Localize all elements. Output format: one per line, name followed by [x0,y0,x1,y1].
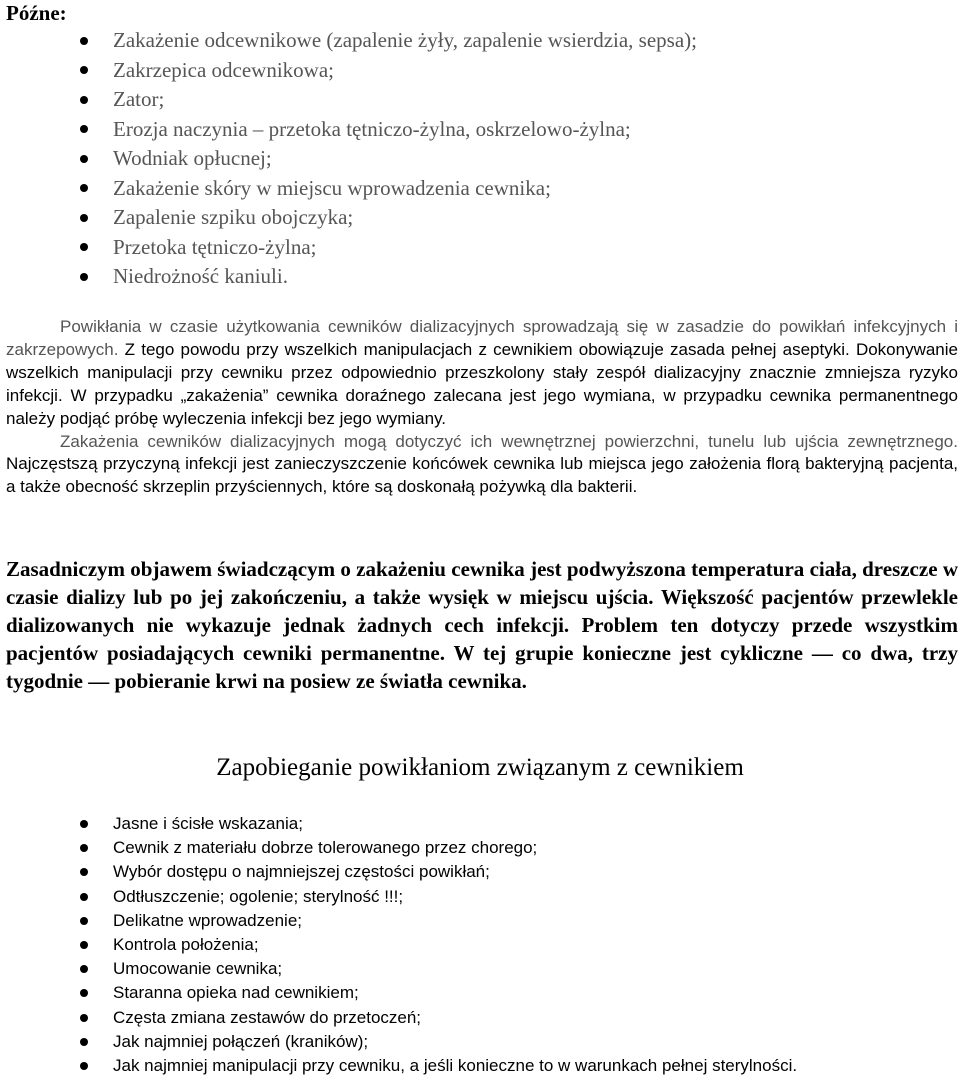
bullet-icon [80,184,88,192]
body-text [6,316,958,499]
paragraph-symptoms: Zasadniczym objawem świadczącym o zakażeniu cewnika jest podwyższona temperatura ciała, dreszcze w czasie dializy lub po jej zakończeniu, a także wysięk w miejscu ujścia. Większość pacjentów przewlekle dializowanych nie wykazuje jednak żadnych cech infekcji. Problem ten dotyczy przede wszystkim pacjentów posiadających cewniki permanentne. W tej grupie konieczne jest cykliczne — co dwa, trzy tygodnie — pobieranie krwi na posiew ze światła cewnika. [6,557,958,693]
late-complications-list [0,26,697,292]
bullet-icon [80,66,88,74]
late-complications-heading: Późne: [6,1,67,25]
section-title: Zapobieganie powikłaniom związanym z cewnikiem [216,754,744,781]
list-item: Kontrola położenia; [0,933,797,957]
bullet-icon [80,243,88,251]
list-item: Wodniak opłucnej; [0,144,697,174]
list-item: Staranna opieka nad cewnikiem; [0,981,797,1005]
list-item: Jak najmniej manipulacji przy cewniku, a jeśli konieczne to w warunkach pełnej sterylności. [0,1054,797,1078]
bullet-icon [80,155,88,163]
bullet-icon [80,273,88,281]
bullet-icon [80,965,88,973]
list-item: Zator; [0,85,697,115]
list-item: Zakrzepica odcewnikowa; [0,56,697,86]
bullet-icon [80,1038,88,1046]
bullet-icon [80,893,88,901]
list-item: Cewnik z materiału dobrze tolerowanego przez chorego; [0,836,797,860]
list-item: Erozja naczynia – przetoka tętniczo-żylna, oskrzelowo-żylna; [0,115,697,145]
list-item: Zapalenie szpiku obojczyka; [0,203,697,233]
bullet-icon [80,214,88,222]
list-item: Jasne i ścisłe wskazania; [0,812,797,836]
bullet-icon [80,1062,88,1070]
paragraph-complications: Powikłania w czasie użytkowania cewników dializacyjnych sprowadzają się w zasadzie do powikłań infekcyjnych i zakrzepowych. Z tego powodu przy wszelkich manipulacjach z cewnikiem obowiązuje zasada pełnej aseptyki. Dokonywanie wszelkich manipulacji przy cewniku przez odpowiednio przeszkolony stały zespół dializacyjny znacznie zmniejsza ryzyko infekcji. W przypadku „zakażenia” cewnika doraźnego zalecana jest jego wymiana, w przypadku cewnika permanentnego należy podjąć próbę wyleczenia infekcji bez jego wymiany. [6,317,958,428]
list-item: Zakażenie odcewnikowe (zapalenie żyły, zapalenie wsierdzia, sepsa); [0,26,697,56]
list-item: Odtłuszczenie; ogolenie; sterylność !!!; [0,885,797,909]
paragraph-infections: Zakażenia cewników dializacyjnych mogą dotyczyć ich wewnętrznej powierzchni, tunelu lub ujścia zewnętrznego. Najczęstszą przyczyną infekcji jest zanieczyszczenie końcówek cewnika lub miejsca jego założenia florą bakteryjną pacjenta, a także obecność skrzeplin przyściennych, które są doskonałą pożywką dla bakterii. [6,431,958,497]
list-item: Jak najmniej połączeń (kraników); [0,1030,797,1054]
bullet-icon [80,125,88,133]
bullet-icon [80,1014,88,1022]
bullet-icon [80,844,88,852]
bullet-icon [80,868,88,876]
list-item: Umocowanie cewnika; [0,957,797,981]
list-item: Niedrożność kaniuli. [0,262,697,292]
bullet-icon [80,917,88,925]
bullet-icon [80,96,88,104]
prevention-list [0,812,797,1078]
list-item: Delikatne wprowadzenie; [0,909,797,933]
list-item: Częsta zmiana zestawów do przetoczeń; [0,1006,797,1030]
bullet-icon [80,820,88,828]
bullet-icon [80,941,88,949]
list-item: Zakażenie skóry w miejscu wprowadzenia cewnika; [0,174,697,204]
list-item: Przetoka tętniczo-żylna; [0,233,697,263]
bullet-icon [80,37,88,45]
bullet-icon [80,989,88,997]
list-item: Wybór dostępu o najmniejszej częstości powikłań; [0,860,797,884]
